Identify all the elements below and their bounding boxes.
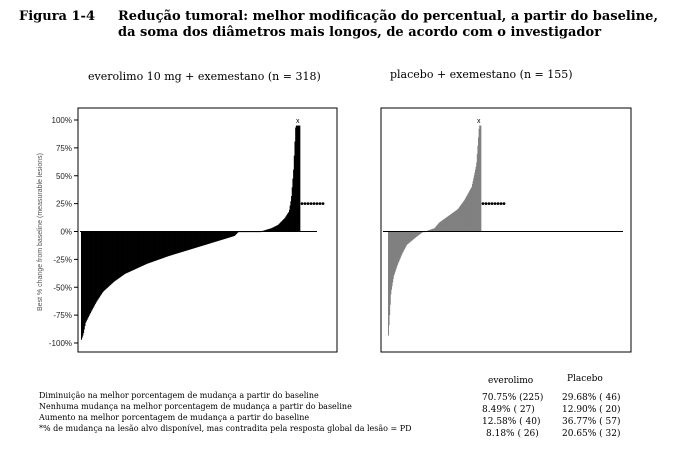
- pd-marker: [319, 202, 322, 205]
- y-tick-label: -75%: [53, 311, 72, 321]
- legend-pd-note: *% de mudança na lesão alvo disponível, mas contradita pela resposta global da lesão = PD: [39, 424, 412, 433]
- pd-marker: [310, 202, 313, 205]
- pd-marker: [497, 202, 500, 205]
- y-tick-label: 0%: [60, 227, 72, 237]
- waterfall-bar: [299, 126, 300, 232]
- pd-marker: [307, 202, 310, 205]
- table-cell: 36.77% ( 57): [562, 417, 621, 427]
- pd-marker: [304, 202, 307, 205]
- table-cell: 8.49% ( 27): [482, 405, 535, 415]
- table-cell: 20.65% ( 32): [562, 429, 621, 439]
- plot-frame-placebo: [381, 108, 631, 352]
- chart-title-everolimo: everolimo 10 mg + exemestano (n = 318): [88, 70, 321, 83]
- y-tick-label: -100%: [48, 339, 72, 348]
- table-header-everolimo: everolimo: [488, 376, 534, 386]
- table-header-placebo: Placebo: [567, 374, 603, 384]
- table-cell: 29.68% ( 46): [562, 393, 621, 403]
- y-tick-label: -25%: [53, 255, 72, 265]
- chart-title-placebo: placebo + exemestano (n = 155): [390, 68, 573, 81]
- pd-marker: [494, 202, 497, 205]
- y-tick-label: 100%: [51, 116, 72, 125]
- y-tick-label: 25%: [55, 199, 72, 209]
- pd-marker: [485, 202, 488, 205]
- figure-label: Figura 1-4: [19, 9, 95, 24]
- pd-marker: [313, 202, 316, 205]
- pd-marker: [488, 202, 491, 205]
- top-marker: x: [477, 118, 481, 125]
- y-tick-label: -50%: [53, 283, 72, 293]
- pd-marker: [491, 202, 494, 205]
- figure-title: Redução tumoral: melhor modificação do percentual, a partir do baseline, da soma dos diâmetros mais longos, de acordo com o investigador: [118, 9, 658, 40]
- y-tick-label: 75%: [55, 143, 72, 153]
- table-cell: 8.18% ( 26): [486, 429, 539, 439]
- y-tick-label: 50%: [55, 171, 72, 181]
- legend-increase: Aumento na melhor porcentagem de mudança a partir do baseline: [39, 413, 310, 422]
- table-cell: 12.90% ( 20): [562, 405, 621, 415]
- pd-marker: [322, 202, 325, 205]
- table-cell: 70.75% (225): [482, 393, 544, 403]
- top-marker: x: [296, 118, 300, 125]
- y-axis-label: Best % change from baseline (measurable lesions): [37, 153, 44, 311]
- legend-no-change: Nenhuma mudança na melhor porcentagem de mudança a partir do baseline: [39, 402, 352, 411]
- pd-marker: [503, 202, 506, 205]
- legend-decrease: Diminuição na melhor porcentagem de mudança a partir do baseline: [39, 391, 319, 400]
- table-cell: 12.58% ( 40): [482, 417, 541, 427]
- pd-marker: [500, 202, 503, 205]
- pd-marker: [301, 202, 304, 205]
- waterfall-bar: [480, 126, 481, 232]
- pd-marker: [316, 202, 319, 205]
- pd-marker: [482, 202, 485, 205]
